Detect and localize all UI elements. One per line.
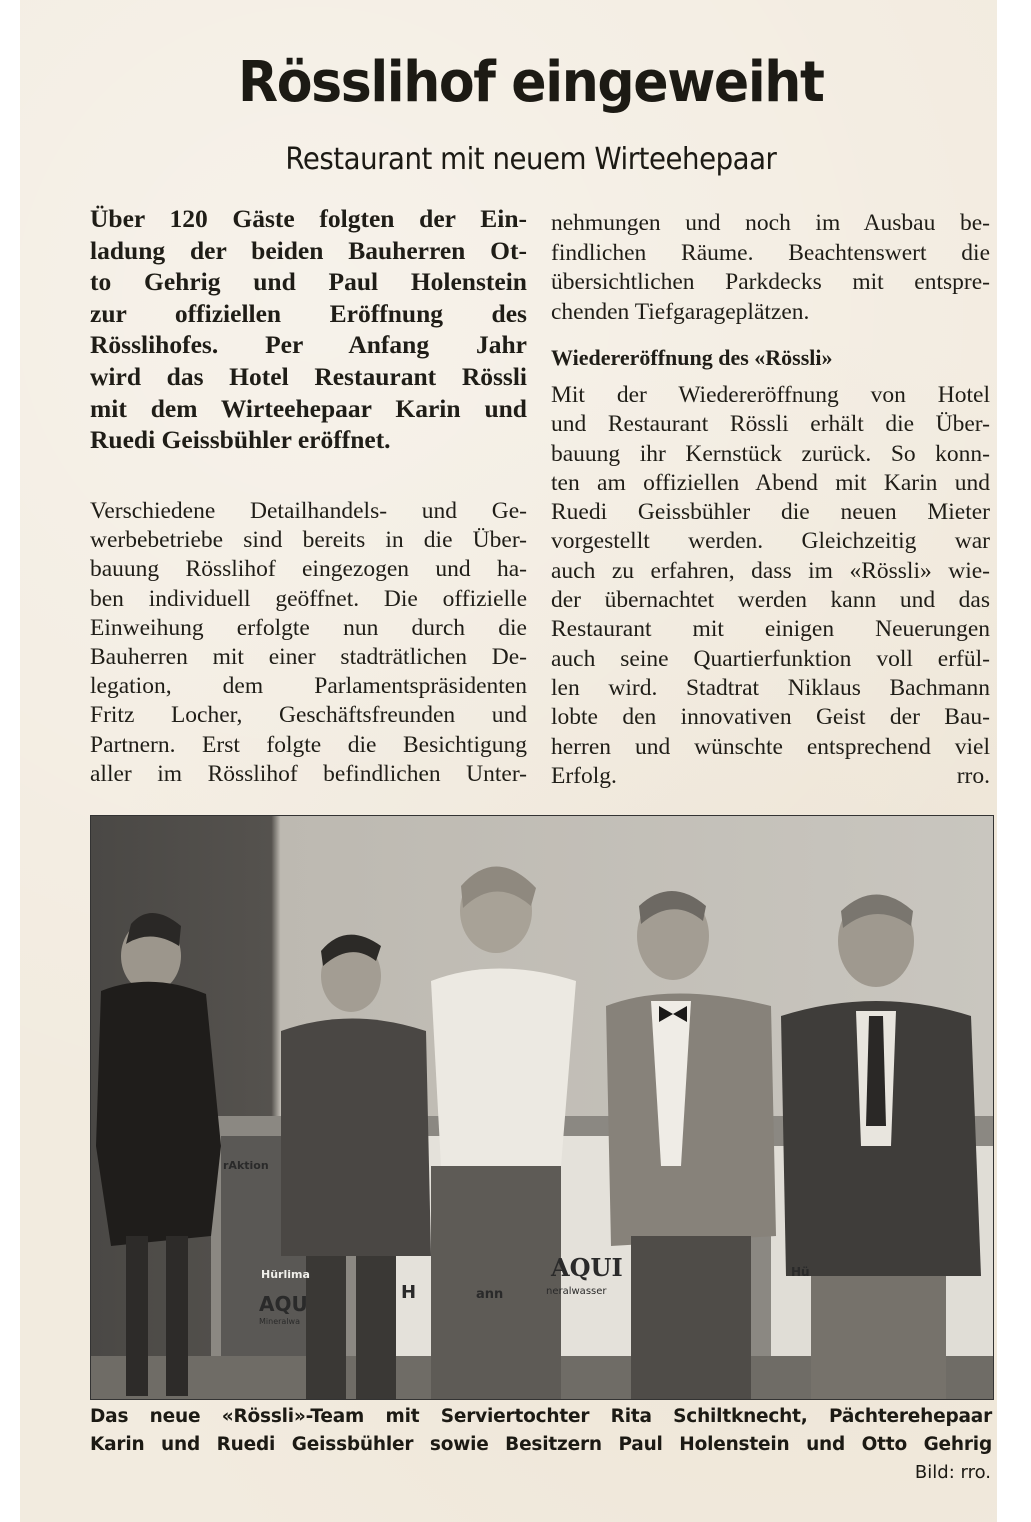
lead-line: ladung der beiden Bauherren Ot-: [90, 235, 527, 265]
body-line: Verschiedene Detailhandels- und Ge-: [90, 498, 527, 524]
body-line: bauung ihr Kernstück zurück. So konn-: [551, 440, 990, 467]
body-line: vorgestellt werden. Gleichzeitig war: [551, 528, 990, 555]
lead-paragraph: [90, 203, 527, 456]
headline: [0, 50, 1031, 116]
body-line: Einweihung erfolgte nun durch die: [90, 614, 527, 641]
sign-h: H: [401, 1282, 417, 1303]
body-column-left: [90, 497, 527, 789]
sign-huerlimann-2: Hü: [791, 1265, 810, 1279]
body-column-right-top: [551, 209, 990, 327]
body-line: übersichtlichen Parkdecks mit entspre-: [551, 269, 990, 296]
photo-credit: Bild: rro.: [914, 1462, 991, 1483]
photo-scene: [91, 816, 993, 1399]
body-line: der übernachtet werden kann und das: [551, 587, 990, 614]
author-signature: rro.: [956, 762, 990, 789]
body-line: auch seine Quartierfunktion voll erfül-: [551, 645, 990, 672]
lead-line: wird das Hotel Restaurant Rössli: [90, 361, 527, 391]
sign-huerlimann-1: Hürlima: [261, 1268, 310, 1281]
lead-line: mit dem Wirteehepaar Karin und: [90, 393, 527, 423]
body-line: chenden Tiefgarageplätzen.: [551, 298, 810, 325]
closing-word: Erfolg.: [551, 762, 617, 789]
lead-line: Rösslihofes. Per Anfang Jahr: [90, 330, 527, 360]
body-line: Mit der Wiedereröffnung von Hotel: [551, 382, 990, 408]
sign-mineralwasser-2: neralwasser: [546, 1286, 607, 1297]
sign-ann: ann: [476, 1287, 504, 1302]
body-line: Ruedi Geissbühler die neuen Mieter: [551, 499, 990, 526]
lead-line: Über 120 Gäste folgten der Ein-: [90, 204, 527, 233]
sign-raktion: rAktion: [223, 1159, 269, 1172]
body-line: Partnern. Erst folgte die Besichtigung: [90, 731, 527, 758]
body-line: Fritz Locher, Geschäftsfreunden und: [90, 702, 527, 729]
body-line: auch zu erfahren, dass im «Rössli» wie-: [551, 557, 990, 584]
subheadline-text: Restaurant mit neuem Wirteehepaar: [284, 142, 777, 177]
section-heading: Wiedereröffnung des «Rössli»: [551, 345, 833, 370]
body-line: lobte den innovativen Geist der Bau-: [551, 704, 990, 731]
lead-line: Ruedi Geissbühler eröffnet.: [90, 425, 391, 455]
lead-line: to Gehrig und Paul Holenstein: [90, 267, 527, 297]
subheadline: [0, 140, 1031, 180]
body-line: aller im Rösslihof befindlichen Unter-: [90, 760, 527, 787]
body-column-right-bottom: [551, 381, 990, 791]
body-line: herren und wünschte entsprechend viel: [551, 733, 990, 760]
body-line: und Restaurant Rössli erhält die Über-: [551, 411, 990, 438]
body-line: werbebetriebe sind bereits in die Über-: [90, 527, 527, 554]
body-line: nehmungen und noch im Ausbau be-: [551, 210, 990, 236]
body-line: len wird. Stadtrat Niklaus Bachmann: [551, 674, 990, 701]
sign-aqui-2: AQUI: [551, 1253, 623, 1282]
body-line: ten am offiziellen Abend mit Karin und: [551, 469, 990, 496]
sign-aqui-1: AQU: [259, 1292, 308, 1316]
body-line: bauung Rösslihof eingezogen und ha-: [90, 556, 527, 583]
sign-mineralwasser-1: Mineralwa: [259, 1317, 300, 1326]
body-line: findlichen Räume. Beachtenswert die: [551, 239, 990, 266]
lead-line: zur offiziellen Eröffnung des: [90, 298, 527, 328]
headline-text: Rösslihof eingeweiht: [237, 50, 824, 115]
photo-caption-line-2: Karin und Ruedi Geissbühler sowie Besitzern Paul Holenstein und Otto Gehrig: [90, 1434, 992, 1455]
closing-line: [551, 762, 990, 791]
body-line: legation, dem Parlamentspräsidenten: [90, 673, 527, 700]
body-line: Bauherren mit einer stadträtlichen De-: [90, 644, 527, 671]
group-photo: [90, 815, 994, 1400]
body-line: Restaurant mit einigen Neuerungen: [551, 616, 990, 643]
photo-caption-line-1: Das neue «Rössli»-Team mit Serviertochter Rita Schiltknecht, Pächterehepaar: [90, 1406, 992, 1427]
body-line: ben individuell geöffnet. Die offizielle: [90, 585, 527, 612]
